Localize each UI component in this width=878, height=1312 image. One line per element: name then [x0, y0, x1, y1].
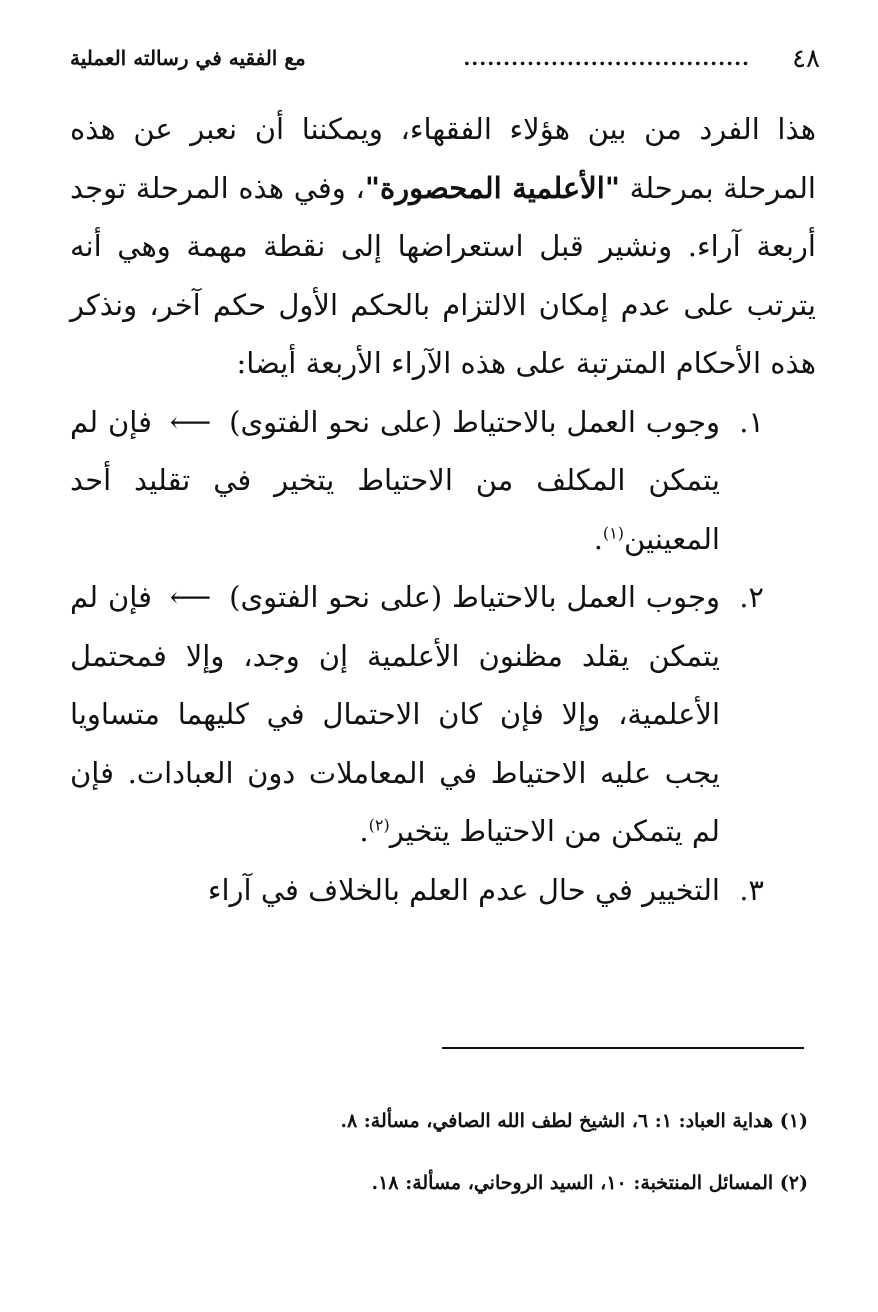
header-leader-dots: ....................................	[463, 46, 750, 70]
page-number: ٤٨	[792, 44, 820, 74]
list-item-text-a: وجوب العمل بالاحتياط (على نحو الفتوى)	[229, 580, 721, 614]
intro-part-2: ، وفي هذه المرحلة توجد أربعة آراء. ونشير قبل استعراضها إلى نقطة مهمة وهي أنه يترتب على عدم إمكان الالتزام بالحكم الأول حكم آخر، ونذكر هذه الأحكام المترتبة على هذه الآراء الأربعة أيضا:	[70, 170, 816, 380]
footnotes	[70, 1090, 808, 1214]
running-header	[70, 44, 820, 84]
footnote-ref-1[interactable]: (١)	[602, 522, 625, 542]
list-item-number: ٢.	[739, 580, 764, 614]
left-arrow-icon: ⟵	[169, 404, 212, 439]
footnote-ref-2[interactable]: (٢)	[368, 815, 390, 835]
list-item-number: ١.	[739, 404, 764, 439]
intro-part-1: هذا الفرد من بين هؤلاء الفقهاء، ويمكننا أن نعبر عن هذه المرحلة بمرحلة	[70, 112, 816, 205]
list-item-text-b: فإن لم يتمكن المكلف من الاحتياط يتخير في تقليد أحد المعينين	[70, 404, 720, 556]
list-item-text-a: التخيير في حال عدم العلم بالخلاف في آراء	[207, 872, 720, 907]
list-item-text-b: فإن لم يتمكن يقلد مظنون الأعلمية إن وجد، وإلا فمحتمل الأعلمية، وإلا فإن كان الاحتمال في كليهما متساويا يجب عليه الاحتياط في المعاملات دون العبادات. فإن لم يتمكن من الاحتياط يتخير	[70, 580, 720, 848]
footnote-2: (٢) المسائل المنتخبة: ١٠، السيد الروحاني، مسألة: ١٨.	[371, 1172, 808, 1194]
list-item-number: ٣.	[739, 872, 764, 907]
list-item-end: .	[593, 521, 603, 556]
running-title: مع الفقيه في رسالته العملية	[70, 46, 306, 70]
list-item-end: .	[359, 814, 369, 848]
opinions-list	[70, 393, 816, 920]
list-item	[70, 861, 816, 920]
main-text	[70, 100, 816, 919]
footnote-1: (١) هداية العباد: ١: ٦، الشيخ لطف الله الصافي، مسألة: ٨.	[340, 1110, 808, 1132]
intro-paragraph	[70, 100, 816, 393]
bold-term: "الأعلمية المحصورة"	[364, 170, 620, 205]
list-item-text-a: وجوب العمل بالاحتياط (على نحو الفتوى)	[229, 404, 721, 439]
left-arrow-icon: ⟵	[169, 580, 212, 614]
footnote-divider	[442, 1047, 804, 1049]
list-item	[70, 568, 816, 861]
list-item	[70, 393, 816, 569]
